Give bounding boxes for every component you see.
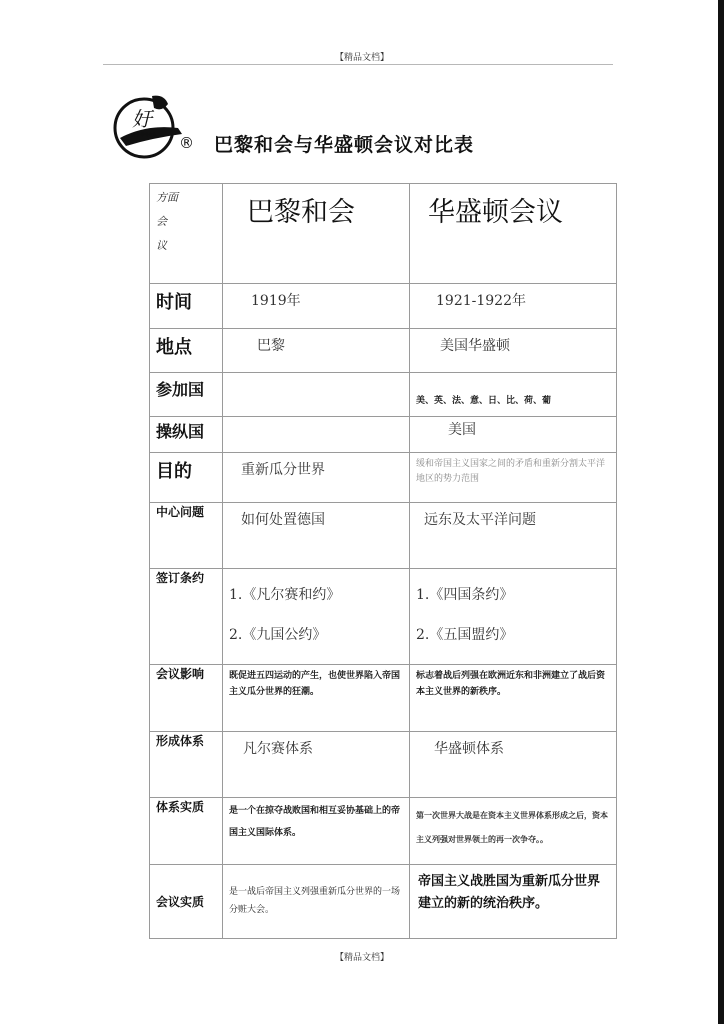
row-label: 时间 bbox=[156, 292, 192, 313]
paris-value: 凡尔赛体系 bbox=[243, 741, 313, 757]
logo bbox=[112, 94, 184, 160]
row-place bbox=[150, 329, 617, 373]
table-header-row bbox=[150, 184, 617, 284]
row-meeting-essence bbox=[150, 865, 617, 939]
washington-treaty-2: 2.《五国盟约》 bbox=[416, 627, 514, 643]
paris-value: 巴黎 bbox=[257, 338, 285, 354]
header-divider bbox=[103, 64, 613, 65]
paris-treaty-1: 1.《凡尔赛和约》 bbox=[229, 587, 341, 603]
logo-caption: 高考·学考专属 bbox=[131, 132, 157, 137]
washington-treaty-1: 1.《四国条约》 bbox=[416, 587, 514, 603]
paris-value: 重新瓜分世界 bbox=[241, 462, 325, 478]
footer-tag: 【精品文档】 bbox=[334, 953, 389, 963]
row-label: 签订条约 bbox=[156, 571, 205, 585]
corner-label-yi: 议 bbox=[156, 239, 167, 252]
paris-value: 是一战后帝国主义列强重新瓜分世界的一场分赃大会。 bbox=[229, 887, 401, 915]
row-label: 目的 bbox=[156, 461, 192, 482]
washington-value: 缓和帝国主义国家之间的矛盾和重新分割太平洋地区的势力范围 bbox=[416, 459, 606, 484]
corner-label-hui: 会 bbox=[156, 215, 167, 228]
paris-value bbox=[223, 373, 409, 379]
row-label: 体系实质 bbox=[156, 800, 205, 814]
washington-column-header: 华盛顿会议 bbox=[410, 184, 617, 284]
registered-mark: ® bbox=[179, 134, 194, 152]
paris-value: 是一个在掠夺战败国和相互妥协基础上的帝国主义国际体系。 bbox=[229, 806, 401, 838]
washington-value: 华盛顿体系 bbox=[434, 741, 504, 757]
corner-label-aspect: 方面 bbox=[156, 191, 178, 204]
paris-value bbox=[223, 417, 409, 423]
row-central-issue bbox=[150, 503, 617, 569]
paris-value: 如何处置德国 bbox=[241, 512, 325, 528]
washington-value: 美、英、法、意、日、比、荷、葡 bbox=[416, 396, 552, 406]
row-label: 会议影响 bbox=[156, 667, 205, 681]
header-tag: 【精品文档】 bbox=[334, 53, 389, 63]
paris-value: 既促进五四运动的产生，也使世界陷入帝国主义瓜分世界的狂潮。 bbox=[229, 671, 401, 697]
paris-value: 1919年 bbox=[251, 293, 301, 309]
row-controllers bbox=[150, 417, 617, 453]
row-impact bbox=[150, 665, 617, 732]
row-participants bbox=[150, 373, 617, 417]
paris-column-header: 巴黎和会 bbox=[223, 184, 410, 284]
paris-treaty-2: 2.《九国公约》 bbox=[229, 627, 327, 643]
washington-value: 标志着战后列强在欧洲近东和非洲建立了战后资本主义世界的新秩序。 bbox=[416, 671, 606, 697]
row-label: 形成体系 bbox=[156, 734, 205, 748]
washington-value: 第一次世界大战是在资本主义世界体系形成之后，资本主义列强对世界领土的再一次争夺。。 bbox=[416, 811, 608, 844]
washington-value: 美国 bbox=[448, 422, 476, 438]
row-treaties bbox=[150, 569, 617, 665]
row-time bbox=[150, 284, 617, 329]
logo-glyph: 㚥 bbox=[132, 107, 152, 131]
comparison-table bbox=[149, 183, 617, 939]
corner-cell bbox=[150, 184, 223, 284]
row-system-essence bbox=[150, 798, 617, 865]
row-label: 参加国 bbox=[156, 380, 205, 399]
row-label: 操纵国 bbox=[156, 422, 205, 441]
washington-value: 远东及太平洋问题 bbox=[424, 512, 536, 528]
row-label: 中心问题 bbox=[156, 505, 205, 519]
row-label: 地点 bbox=[156, 337, 192, 358]
washington-value: 帝国主义战胜国为重新瓜分世界建立的新的统治秩序。 bbox=[418, 874, 601, 911]
page-title: 巴黎和会与华盛顿会议对比表 bbox=[214, 134, 475, 156]
row-purpose bbox=[150, 453, 617, 503]
row-system bbox=[150, 732, 617, 798]
page-edge bbox=[718, 0, 724, 1024]
row-label: 会议实质 bbox=[156, 895, 205, 909]
washington-value: 美国华盛顿 bbox=[440, 338, 510, 354]
washington-value: 1921-1922年 bbox=[436, 293, 526, 309]
